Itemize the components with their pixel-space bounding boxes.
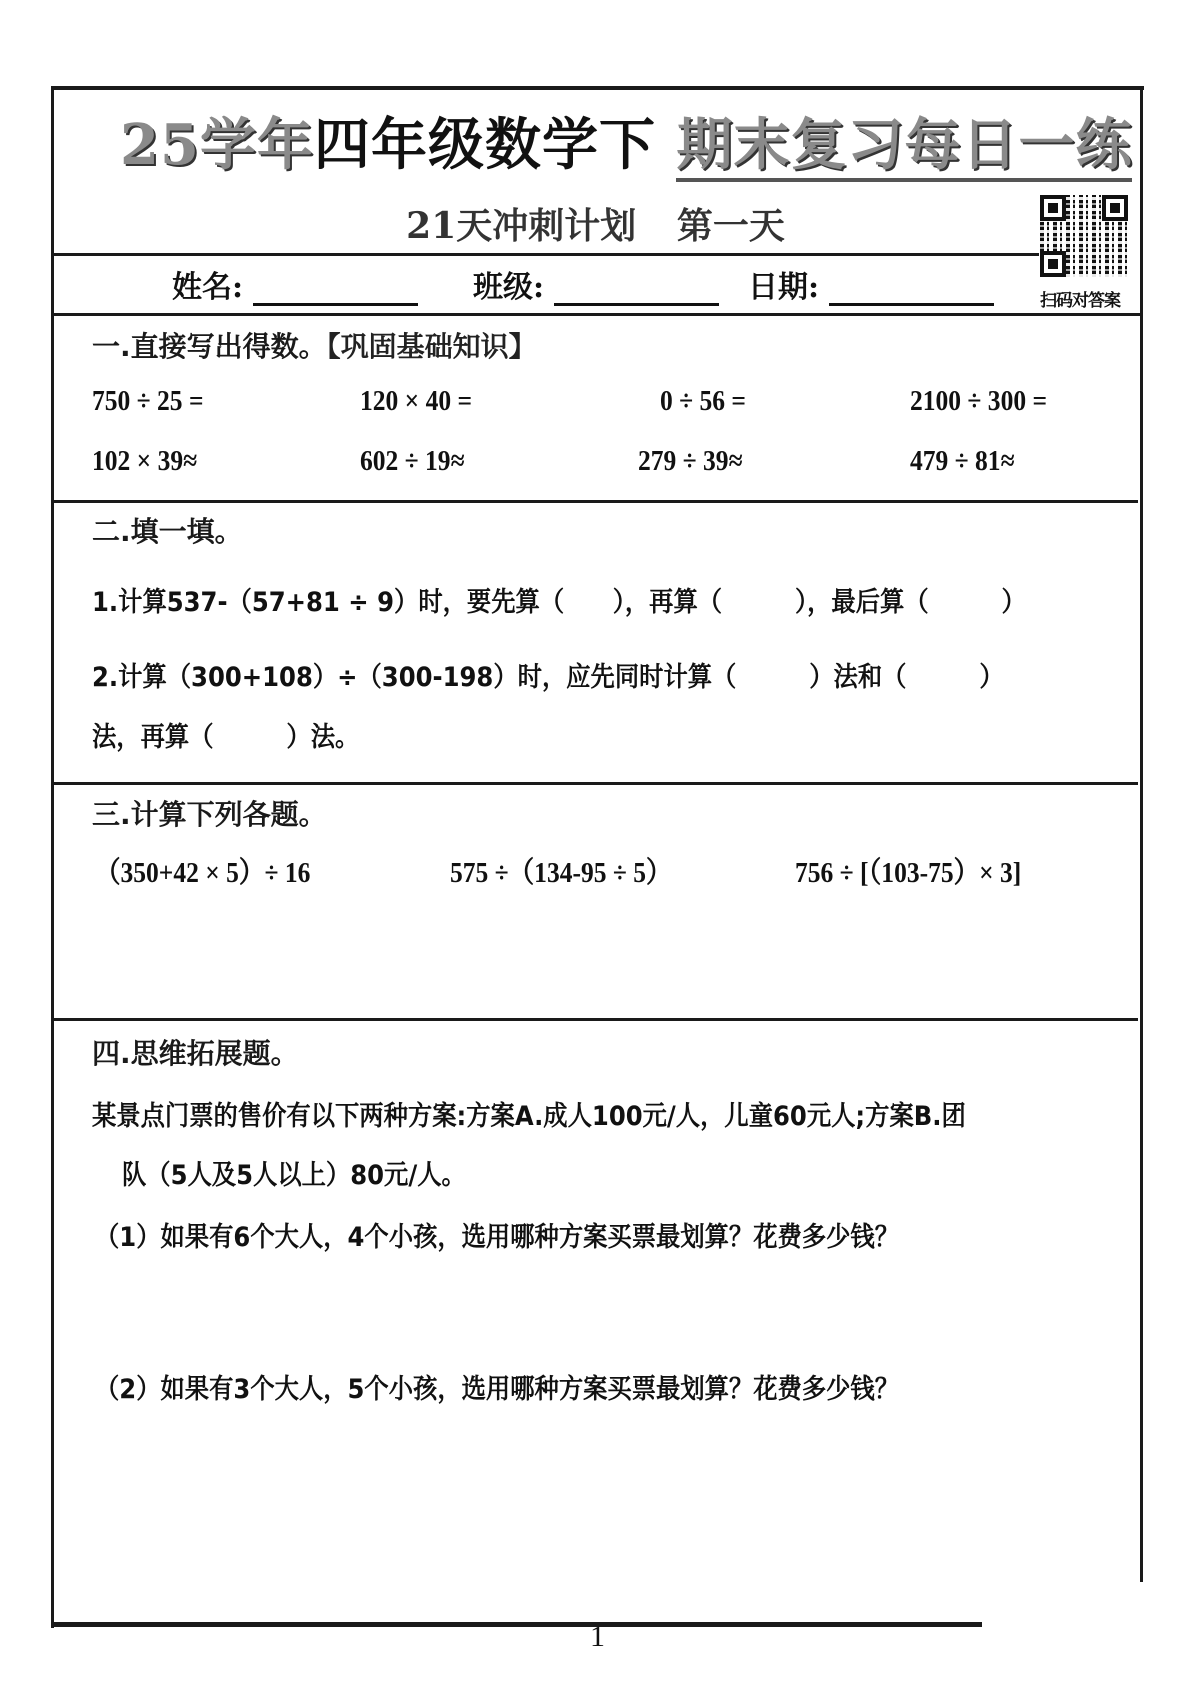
fill-question-2-line2: 法，再算（ ）法。: [92, 722, 360, 753]
section2-divider: [54, 500, 1138, 503]
class-label: 班级:: [473, 270, 545, 305]
qr-code-icon[interactable]: [1040, 195, 1128, 277]
name-input[interactable]: [253, 275, 418, 306]
frame-left-border: [51, 86, 54, 1628]
qr-finder-tr: [1102, 195, 1128, 221]
problem-1-3: 0 ÷ 56 =: [660, 385, 746, 417]
section3-divider: [54, 782, 1138, 785]
section2-heading: 二.填一填。: [92, 515, 243, 548]
title-review: 期末复习每日一练: [676, 112, 1132, 182]
qr-label: 扫码对答案: [1040, 291, 1120, 311]
header-divider: [54, 253, 1039, 256]
section4-divider: [54, 1018, 1138, 1021]
name-label: 姓名:: [172, 270, 244, 305]
date-label: 日期:: [748, 270, 820, 305]
subtitle: [0, 198, 1191, 249]
frame-right-border: [1140, 86, 1143, 1582]
section1-heading: [92, 325, 537, 365]
title-year: 25学年: [120, 112, 314, 178]
subtitle-plan: 21天冲刺计划: [406, 205, 637, 247]
date-field[interactable]: [748, 262, 994, 306]
section1-tag: 【巩固基础知识】: [326, 330, 537, 363]
section4-question-1: （1）如果有6个大人，4个小孩，选用哪种方案买票最划算？花费多少钱？: [95, 1222, 900, 1253]
qr-finder-tl: [1040, 195, 1066, 221]
problem-1-6: 602 ÷ 19≈: [360, 445, 465, 477]
class-input[interactable]: [554, 275, 719, 306]
section1-title: 一.直接写出得数。: [92, 330, 327, 363]
page-number: 1: [590, 1620, 605, 1653]
qr-finder-bl: [1040, 251, 1066, 277]
section4-question-2: （2）如果有3个大人，5个小孩，选用哪种方案买票最划算？花费多少钱？: [95, 1374, 900, 1405]
section4-intro-line1: 某景点门票的售价有以下两种方案:方案A.成人100元/人，儿童60元人;方案B.团: [92, 1101, 966, 1132]
problem-1-8: 479 ÷ 81≈: [910, 445, 1015, 477]
problem-1-7: 279 ÷ 39≈: [638, 445, 743, 477]
subtitle-day: 第一天: [676, 205, 785, 247]
fill-question-1: 1.计算537-（57+81 ÷ 9）时，要先算（ ），再算（ ），最后算（ ）: [92, 587, 1026, 618]
date-input[interactable]: [829, 275, 994, 306]
section4-intro-line2: 队（5人及5人以上）80元/人。: [122, 1160, 466, 1191]
problem-1-2: 120 × 40 =: [360, 385, 473, 417]
page-title: [120, 110, 1133, 180]
problem-3-2: 575 ÷（134-95 ÷ 5）: [450, 857, 672, 889]
problem-1-1: 750 ÷ 25 =: [92, 385, 204, 417]
fill-question-2-line1: 2.计算（300+108）÷（300-198）时，应先同时计算（ ）法和（ ）: [92, 662, 1004, 693]
problem-1-4: 2100 ÷ 300 =: [910, 385, 1048, 417]
title-grade-subject: 四年级数学下: [313, 112, 656, 178]
class-field[interactable]: [473, 262, 719, 306]
frame-top-border: [52, 86, 1144, 90]
info-divider: [54, 313, 1140, 316]
section4-heading: 四.思维拓展题。: [92, 1037, 299, 1070]
section3-heading: 三.计算下列各题。: [92, 798, 327, 831]
problem-1-5: 102 × 39≈: [92, 445, 198, 477]
problem-3-1: （350+42 × 5）÷ 16: [95, 857, 311, 889]
problem-3-3: 756 ÷ [（103-75）× 3]: [795, 857, 1022, 889]
name-field[interactable]: [172, 262, 418, 306]
frame-bottom-border: [54, 1622, 982, 1627]
